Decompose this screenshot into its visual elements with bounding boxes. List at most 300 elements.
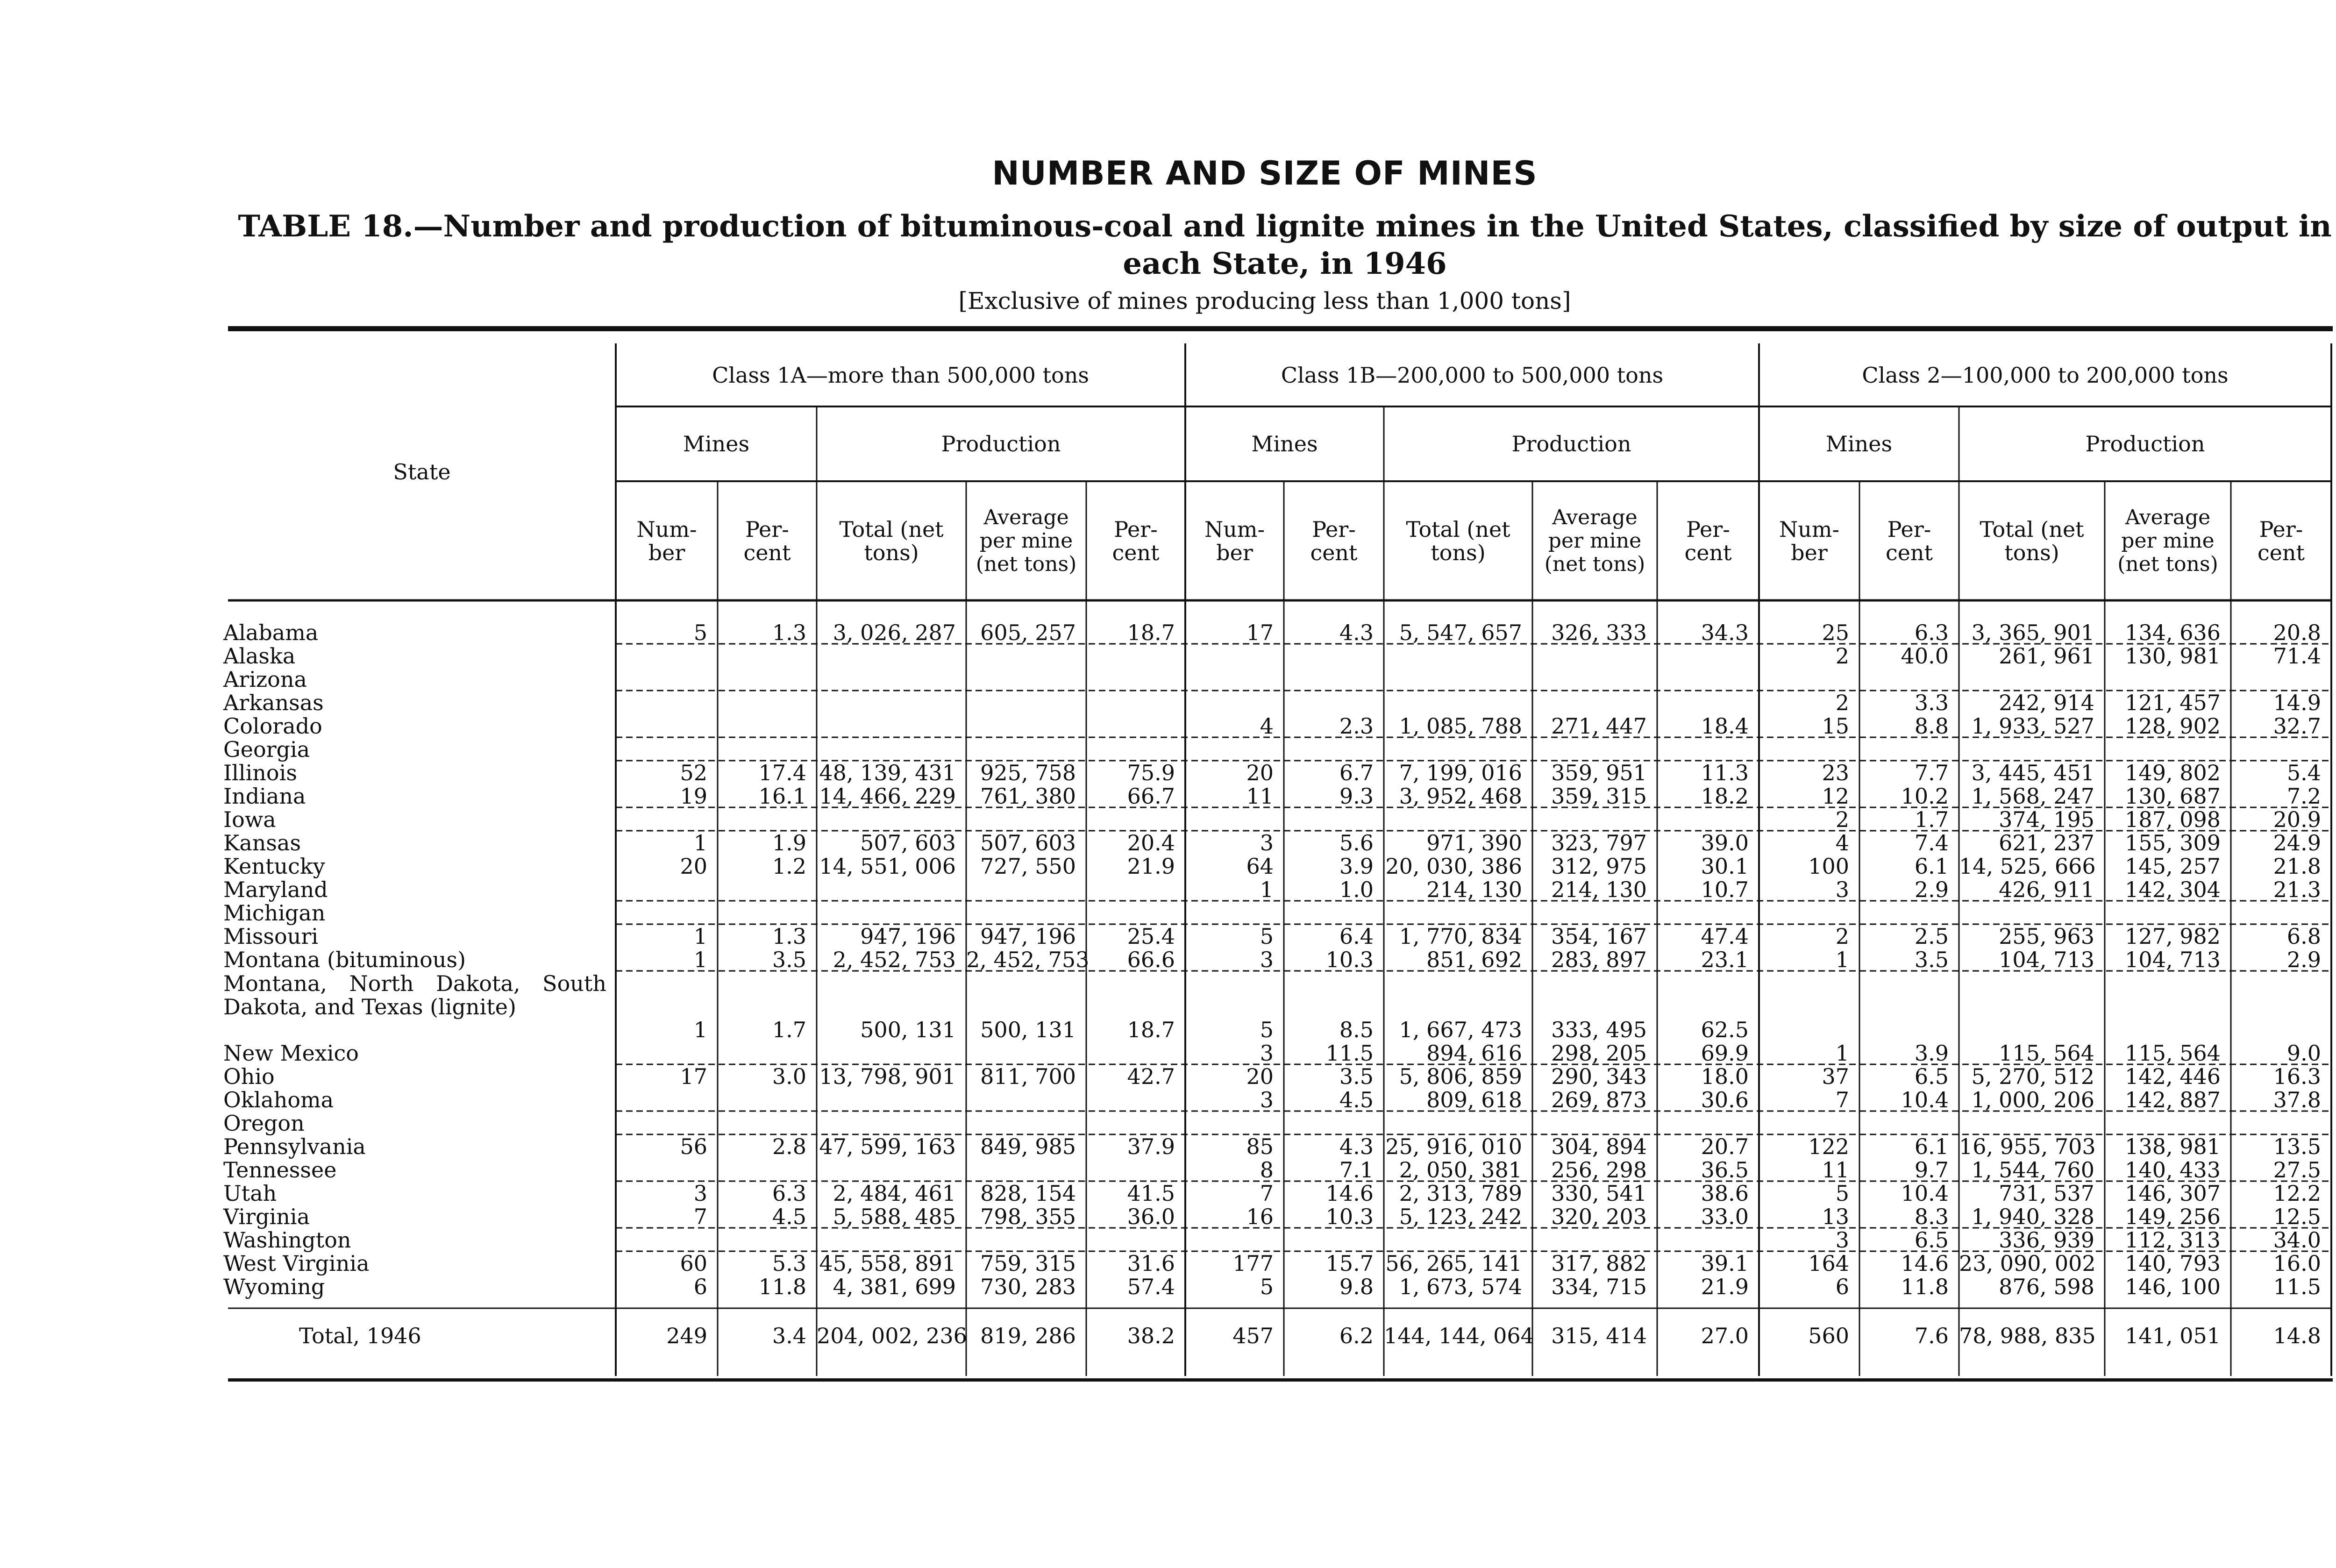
- table-cell: 140, 793: [2125, 1251, 2221, 1276]
- state-name: West Virginia: [223, 1251, 370, 1276]
- table-cell: 177: [1232, 1251, 1274, 1276]
- table-cell: 283, 897: [1551, 947, 1647, 972]
- table-cell: 3: [1260, 1041, 1274, 1066]
- table-cell: 2.3: [1339, 713, 1374, 739]
- table-cell: 5.6: [1339, 830, 1374, 855]
- table-cell: 115, 564: [1999, 1041, 2094, 1066]
- table-cell: 11.5: [1325, 1041, 1374, 1066]
- table-cell: 811, 700: [980, 1064, 1076, 1089]
- table-cell: 290, 343: [1551, 1064, 1647, 1089]
- total-cell: 7.6: [1914, 1323, 1949, 1348]
- total-cell: 6.2: [1339, 1323, 1374, 1348]
- production-header-2: Production: [1511, 431, 1631, 456]
- table-cell: 1: [693, 1017, 707, 1042]
- table-cell: 75.9: [1127, 760, 1175, 785]
- mines-header-1: Mines: [683, 431, 750, 456]
- table-cell: 798, 355: [980, 1204, 1076, 1229]
- production-header-1: Production: [941, 431, 1061, 456]
- table-cell: 4.3: [1339, 1134, 1374, 1159]
- table-cell: 4: [1835, 830, 1849, 855]
- state-name: Wyoming: [223, 1274, 325, 1299]
- table-cell: 2.9: [1914, 877, 1949, 902]
- total-cell: 27.0: [1701, 1323, 1749, 1348]
- table-cell: 11.8: [758, 1274, 806, 1299]
- table-cell: 15.7: [1325, 1251, 1374, 1276]
- table-cell: 2, 452, 753: [833, 947, 956, 972]
- table-cell: 11.8: [1901, 1274, 1949, 1299]
- table-cell: 7.2: [2286, 784, 2321, 809]
- table-cell: 38.6: [1701, 1181, 1749, 1206]
- state-name: Oregon: [223, 1111, 305, 1136]
- table-cell: 56: [680, 1134, 707, 1159]
- state-name: Indiana: [223, 784, 306, 809]
- table-cell: 85: [1246, 1134, 1274, 1159]
- table-cell: 27.5: [2273, 1157, 2321, 1183]
- state-name: Maryland: [223, 877, 328, 902]
- table-cell: 214, 130: [1426, 877, 1522, 902]
- table-cell: 6: [693, 1274, 707, 1299]
- table-cell: 500, 131: [860, 1017, 956, 1042]
- percent-header-1: Per- cent: [743, 516, 791, 565]
- table-cell: 261, 961: [1999, 643, 2094, 669]
- table-cell: 4.5: [1339, 1087, 1374, 1112]
- table-cell: 57.4: [1127, 1274, 1175, 1299]
- table-cell: 12: [1822, 784, 1849, 809]
- table-cell: 130, 981: [2125, 643, 2221, 669]
- table-cell: 62.5: [1701, 1017, 1749, 1042]
- total-cell: 457: [1232, 1323, 1274, 1348]
- total-cell: 78, 988, 835: [1959, 1323, 2096, 1348]
- table-cell: 37: [1822, 1064, 1849, 1089]
- table-cell: 13.5: [2273, 1134, 2321, 1159]
- state-name: Utah: [223, 1181, 277, 1206]
- table-cell: 36.5: [1701, 1157, 1749, 1183]
- table-cell: 9.3: [1339, 784, 1374, 809]
- table-cell: 47, 599, 163: [819, 1134, 956, 1159]
- mines-header-2: Mines: [1251, 431, 1318, 456]
- total-cell: 204, 002, 236: [817, 1323, 967, 1348]
- table-cell: 16: [1246, 1204, 1274, 1229]
- table-cell: 727, 550: [980, 854, 1076, 879]
- state-name: Washington: [223, 1227, 351, 1253]
- table-title: TABLE 18.—Number and production of bituminous-coal and lignite mines in the United States, classified by size of output in each State, in 1946: [238, 209, 2332, 281]
- table-cell: 333, 495: [1551, 1017, 1647, 1042]
- average-header-1: Average per mine (net tons): [976, 505, 1077, 576]
- table-cell: 947, 196: [860, 924, 956, 949]
- table-cell: 34.0: [2273, 1227, 2321, 1253]
- table-cell: 19: [680, 784, 707, 809]
- table-cell: 17: [680, 1064, 707, 1089]
- table-cell: 359, 951: [1551, 760, 1647, 785]
- table-cell: 17.4: [758, 760, 806, 785]
- table-cell: 3.0: [772, 1064, 806, 1089]
- table-cell: 323, 797: [1551, 830, 1647, 855]
- table-cell: 1, 667, 473: [1399, 1017, 1522, 1042]
- table-cell: 1.7: [772, 1017, 806, 1042]
- table-cell: 6.4: [1339, 924, 1374, 949]
- table-cell: 7: [1835, 1087, 1849, 1112]
- table-cell: 7.1: [1339, 1157, 1374, 1183]
- table-cell: 20.8: [2273, 620, 2321, 645]
- table-cell: 24.9: [2273, 830, 2321, 855]
- table-cell: 2.9: [2286, 947, 2321, 972]
- percent-header-3: Per- cent: [1885, 516, 1933, 565]
- table-cell: 17: [1246, 620, 1274, 645]
- total-cell: 141, 051: [2125, 1323, 2221, 1348]
- table-cell: 1.3: [772, 620, 806, 645]
- table-cell: 40.0: [1901, 643, 1949, 669]
- table-cell: 925, 758: [980, 760, 1076, 785]
- table-cell: 16.0: [2273, 1251, 2321, 1276]
- table-cell: 320, 203: [1551, 1204, 1647, 1229]
- table-cell: 30.1: [1701, 854, 1749, 879]
- table-cell: 621, 237: [1999, 830, 2094, 855]
- table-cell: 18.4: [1701, 713, 1749, 739]
- table-cell: 971, 390: [1426, 830, 1522, 855]
- class-header-3: Class 2—100,000 to 200,000 tons: [1862, 362, 2229, 388]
- table-cell: 25.4: [1127, 924, 1175, 949]
- table-cell: 146, 100: [2125, 1274, 2221, 1299]
- table-cell: 18.0: [1701, 1064, 1749, 1089]
- table-cell: 849, 985: [980, 1134, 1076, 1159]
- state-name: New Mexico: [223, 1041, 359, 1066]
- table-cell: 56, 265, 141: [1385, 1251, 1522, 1276]
- table-cell: 14.6: [1901, 1251, 1949, 1276]
- state-header: State: [393, 459, 451, 485]
- total-cell: 38.2: [1127, 1323, 1175, 1348]
- table-cell: 214, 130: [1551, 877, 1647, 902]
- state-name: Alaska: [223, 643, 296, 669]
- table-cell: 33.0: [1701, 1204, 1749, 1229]
- total-cell: 14.8: [2273, 1323, 2321, 1348]
- table-cell: 39.1: [1701, 1251, 1749, 1276]
- state-name: Montana (bituminous): [223, 947, 466, 972]
- table-cell: 3: [1260, 830, 1274, 855]
- table-cell: 5: [693, 620, 707, 645]
- table-cell: 7: [1260, 1181, 1274, 1206]
- total-cell: 3.4: [772, 1323, 806, 1348]
- table-cell: 16, 955, 703: [1959, 1134, 2096, 1159]
- table-cell: 14, 466, 229: [819, 784, 956, 809]
- table-cell: 18.7: [1127, 1017, 1175, 1042]
- table-cell: 14.6: [1325, 1181, 1374, 1206]
- table-cell: 947, 196: [980, 924, 1076, 949]
- state-name: Missouri: [223, 924, 319, 949]
- table-cell: 20: [680, 854, 707, 879]
- table-cell: 304, 894: [1551, 1134, 1647, 1159]
- table-cell: 16.1: [758, 784, 806, 809]
- table-cell: 18.2: [1701, 784, 1749, 809]
- table-cell: 142, 304: [2125, 877, 2221, 902]
- state-name: Virginia: [223, 1204, 310, 1229]
- table-cell: 11.5: [2273, 1274, 2321, 1299]
- table-cell: 115, 564: [2125, 1041, 2221, 1066]
- table-cell: 1.7: [1914, 807, 1949, 832]
- table-cell: 3.5: [1339, 1064, 1374, 1089]
- table-cell: 2, 050, 381: [1399, 1157, 1522, 1183]
- table-cell: 9.0: [2286, 1041, 2321, 1066]
- state-name: Arizona: [223, 667, 307, 692]
- table-cell: 1, 940, 328: [1971, 1204, 2094, 1229]
- page-heading: NUMBER AND SIZE OF MINES: [992, 154, 1538, 192]
- table-cell: 128, 902: [2125, 713, 2221, 739]
- table-cell: 312, 975: [1551, 854, 1647, 879]
- number-header-3: Num- ber: [1779, 516, 1840, 565]
- table-note: [Exclusive of mines producing less than 1,000 tons]: [958, 287, 1571, 314]
- table-cell: 9.8: [1339, 1274, 1374, 1299]
- state-name: Colorado: [223, 713, 322, 739]
- table-cell: 330, 541: [1551, 1181, 1647, 1206]
- table-cell: 104, 713: [2125, 947, 2221, 972]
- table-cell: 1, 000, 206: [1971, 1087, 2094, 1112]
- table-cell: 10.4: [1901, 1087, 1949, 1112]
- table-cell: 69.9: [1701, 1041, 1749, 1066]
- table-cell: 7, 199, 016: [1399, 760, 1522, 785]
- table-cell: 13: [1822, 1204, 1849, 1229]
- state-name: Arkansas: [223, 690, 324, 715]
- table-cell: 2: [1835, 924, 1849, 949]
- table-cell: 5, 588, 485: [833, 1204, 956, 1229]
- table-cell: 1, 933, 527: [1971, 713, 2094, 739]
- production-percent-header-1: Per- cent: [1112, 516, 1160, 565]
- number-header-2: Num- ber: [1204, 516, 1265, 565]
- table-cell: 10.7: [1701, 877, 1749, 902]
- table-cell: 52: [680, 760, 707, 785]
- table-cell: 5: [1835, 1181, 1849, 1206]
- table-cell: 11.3: [1701, 760, 1749, 785]
- table-cell: 23.1: [1701, 947, 1749, 972]
- table-cell: 8.3: [1914, 1204, 1949, 1229]
- table-cell: 5: [1260, 1017, 1274, 1042]
- state-name: Pennsylvania: [223, 1134, 366, 1159]
- table-cell: 31.6: [1127, 1251, 1175, 1276]
- table-cell: 39.0: [1701, 830, 1749, 855]
- table-cell: 10.3: [1325, 1204, 1374, 1229]
- table-cell: 256, 298: [1551, 1157, 1647, 1183]
- table-cell: 10.4: [1901, 1181, 1949, 1206]
- table-cell: 187, 098: [2125, 807, 2221, 832]
- percent-header-2: Per- cent: [1310, 516, 1358, 565]
- state-name: Michigan: [223, 900, 326, 926]
- table-cell: 1.2: [772, 854, 806, 879]
- table-cell: 1, 544, 760: [1971, 1157, 2094, 1183]
- table-cell: 3.5: [1914, 947, 1949, 972]
- table-cell: 3: [693, 1181, 707, 1206]
- table-cell: 426, 911: [1999, 877, 2094, 902]
- table-cell: 1: [1835, 947, 1849, 972]
- table-cell: 374, 195: [1999, 807, 2094, 832]
- table-cell: 809, 618: [1426, 1087, 1522, 1112]
- table-cell: 7: [693, 1204, 707, 1229]
- table-cell: 12.2: [2273, 1181, 2321, 1206]
- table-cell: 34.3: [1701, 620, 1749, 645]
- table-cell: 146, 307: [2125, 1181, 2221, 1206]
- table-cell: 242, 914: [1999, 690, 2094, 715]
- table-cell: 142, 887: [2125, 1087, 2221, 1112]
- table-cell: 1, 568, 247: [1971, 784, 2094, 809]
- total-cell: 144, 144, 064: [1384, 1323, 1534, 1348]
- table-cell: 6.5: [1914, 1064, 1949, 1089]
- table-cell: 23, 090, 002: [1959, 1251, 2096, 1276]
- table-cell: 134, 636: [2125, 620, 2221, 645]
- table-cell: 25: [1822, 620, 1849, 645]
- table-cell: 2.5: [1914, 924, 1949, 949]
- table-cell: 23: [1822, 760, 1849, 785]
- table-cell: 3.5: [772, 947, 806, 972]
- table-cell: 2.8: [772, 1134, 806, 1159]
- table-cell: 5.4: [2286, 760, 2321, 785]
- table-cell: 3: [1260, 1087, 1274, 1112]
- table-cell: 21.8: [2273, 854, 2321, 879]
- table-cell: 37.8: [2273, 1087, 2321, 1112]
- table-cell: 8: [1260, 1157, 1274, 1183]
- production-percent-header-3: Per- cent: [2257, 516, 2305, 565]
- table-cell: 100: [1808, 854, 1849, 879]
- table-cell: 359, 315: [1551, 784, 1647, 809]
- table-cell: 1, 770, 834: [1399, 924, 1522, 949]
- table-cell: 16.3: [2273, 1064, 2321, 1089]
- table-cell: 1: [693, 947, 707, 972]
- table-cell: 2: [1835, 643, 1849, 669]
- table-cell: 14, 551, 006: [819, 854, 956, 879]
- table-cell: 12.5: [2273, 1204, 2321, 1229]
- table-cell: 3.9: [1339, 854, 1374, 879]
- table-cell: 164: [1808, 1251, 1849, 1276]
- table-cell: 60: [680, 1251, 707, 1276]
- table-cell: 21.9: [1127, 854, 1175, 879]
- table-cell: 10.2: [1901, 784, 1949, 809]
- table-cell: 121, 457: [2125, 690, 2221, 715]
- state-name: Iowa: [223, 807, 276, 832]
- table-cell: 876, 598: [1999, 1274, 2094, 1299]
- table-cell: 3, 445, 451: [1971, 760, 2094, 785]
- table-cell: 127, 982: [2125, 924, 2221, 949]
- table-cell: 20.9: [2273, 807, 2321, 832]
- table-cell: 32.7: [2273, 713, 2321, 739]
- table-cell: 140, 433: [2125, 1157, 2221, 1183]
- table-cell: 14, 525, 666: [1959, 854, 2096, 879]
- average-header-2: Average per mine (net tons): [1544, 505, 1645, 576]
- class-header-2: Class 1B—200,000 to 500,000 tons: [1281, 362, 1664, 388]
- table-cell: 271, 447: [1551, 713, 1647, 739]
- total-cell: 315, 414: [1551, 1323, 1647, 1348]
- table-cell: 149, 802: [2125, 760, 2221, 785]
- table-cell: 731, 537: [1999, 1181, 2094, 1206]
- table-cell: 47.4: [1701, 924, 1749, 949]
- table-cell: 6: [1835, 1274, 1849, 1299]
- table-cell: 851, 692: [1426, 947, 1522, 972]
- table-cell: 25, 916, 010: [1385, 1134, 1522, 1159]
- table-cell: 6.1: [1914, 1134, 1949, 1159]
- table-cell: 11: [1822, 1157, 1849, 1183]
- table-cell: 3: [1835, 1227, 1849, 1253]
- table-cell: 130, 687: [2125, 784, 2221, 809]
- table-cell: 21.9: [1701, 1274, 1749, 1299]
- table-cell: 142, 446: [2125, 1064, 2221, 1089]
- table-cell: 149, 256: [2125, 1204, 2221, 1229]
- table-cell: 145, 257: [2125, 854, 2221, 879]
- total-cell: 249: [666, 1323, 707, 1348]
- state-name: Kansas: [223, 830, 301, 855]
- production-percent-header-2: Per- cent: [1684, 516, 1732, 565]
- table-cell: 14.9: [2273, 690, 2321, 715]
- table-cell: 30.6: [1701, 1087, 1749, 1112]
- table-cell: 1: [693, 924, 707, 949]
- table-cell: 894, 616: [1426, 1041, 1522, 1066]
- table-cell: 18.7: [1127, 620, 1175, 645]
- average-header-3: Average per mine (net tons): [2117, 505, 2218, 576]
- mines-header-3: Mines: [1825, 431, 1893, 456]
- table-cell: 11: [1246, 784, 1274, 809]
- table-cell: 2, 452, 753: [966, 947, 1090, 972]
- table-cell: 7.7: [1914, 760, 1949, 785]
- table-cell: 334, 715: [1551, 1274, 1647, 1299]
- table-cell: 255, 963: [1999, 924, 2094, 949]
- table-cell: 759, 315: [980, 1251, 1076, 1276]
- table-cell: 20: [1246, 1064, 1274, 1089]
- total-tons-header-2: Total (net tons): [1406, 516, 1510, 565]
- table-cell: 507, 603: [980, 830, 1076, 855]
- table-cell: 1.9: [772, 830, 806, 855]
- table-cell: 1.0: [1339, 877, 1374, 902]
- table-cell: 6.8: [2286, 924, 2321, 949]
- table-cell: 5, 547, 657: [1399, 620, 1522, 645]
- table-cell: 20.4: [1127, 830, 1175, 855]
- state-name: Tennessee: [223, 1157, 337, 1183]
- table-cell: 71.4: [2273, 643, 2321, 669]
- table-cell: 4.3: [1339, 620, 1374, 645]
- table-cell: 269, 873: [1551, 1087, 1647, 1112]
- table-cell: 4, 381, 699: [833, 1274, 956, 1299]
- table-cell: 2, 484, 461: [833, 1181, 956, 1206]
- table-cell: 1.3: [772, 924, 806, 949]
- number-header-1: Num- ber: [636, 516, 697, 565]
- table-cell: 2: [1835, 807, 1849, 832]
- state-name: Ohio: [223, 1064, 275, 1089]
- table-cell: 761, 380: [980, 784, 1076, 809]
- table-cell: 66.7: [1127, 784, 1175, 809]
- total-cell: 819, 286: [980, 1323, 1076, 1348]
- table-cell: 3, 952, 468: [1399, 784, 1522, 809]
- total-cell: 560: [1808, 1323, 1849, 1348]
- table-cell: 2: [1835, 690, 1849, 715]
- table-cell: 5: [1260, 924, 1274, 949]
- table-cell: 104, 713: [1999, 947, 2094, 972]
- table-cell: 8.8: [1914, 713, 1949, 739]
- table-cell: 6.7: [1339, 760, 1374, 785]
- state-name: Georgia: [223, 737, 310, 762]
- total-tons-header-3: Total (net tons): [1980, 516, 2084, 565]
- state-name: Illinois: [223, 760, 297, 785]
- table-cell: 138, 981: [2125, 1134, 2221, 1159]
- table-cell: 1, 085, 788: [1399, 713, 1522, 739]
- table-cell: 500, 131: [980, 1017, 1076, 1042]
- table-cell: 122: [1808, 1134, 1849, 1159]
- table-cell: 4.5: [772, 1204, 806, 1229]
- table-cell: 326, 333: [1551, 620, 1647, 645]
- table-cell: 1: [1835, 1041, 1849, 1066]
- table-cell: 6.1: [1914, 854, 1949, 879]
- table-cell: 1: [1260, 877, 1274, 902]
- table-cell: 3.9: [1914, 1041, 1949, 1066]
- table-cell: 5, 806, 859: [1399, 1064, 1522, 1089]
- table-cell: 828, 154: [980, 1181, 1076, 1206]
- table-cell: 112, 313: [2125, 1227, 2221, 1253]
- table-cell: 4: [1260, 713, 1274, 739]
- table-cell: 354, 167: [1551, 924, 1647, 949]
- table-cell: 3, 026, 287: [833, 620, 956, 645]
- table-cell: 7.4: [1914, 830, 1949, 855]
